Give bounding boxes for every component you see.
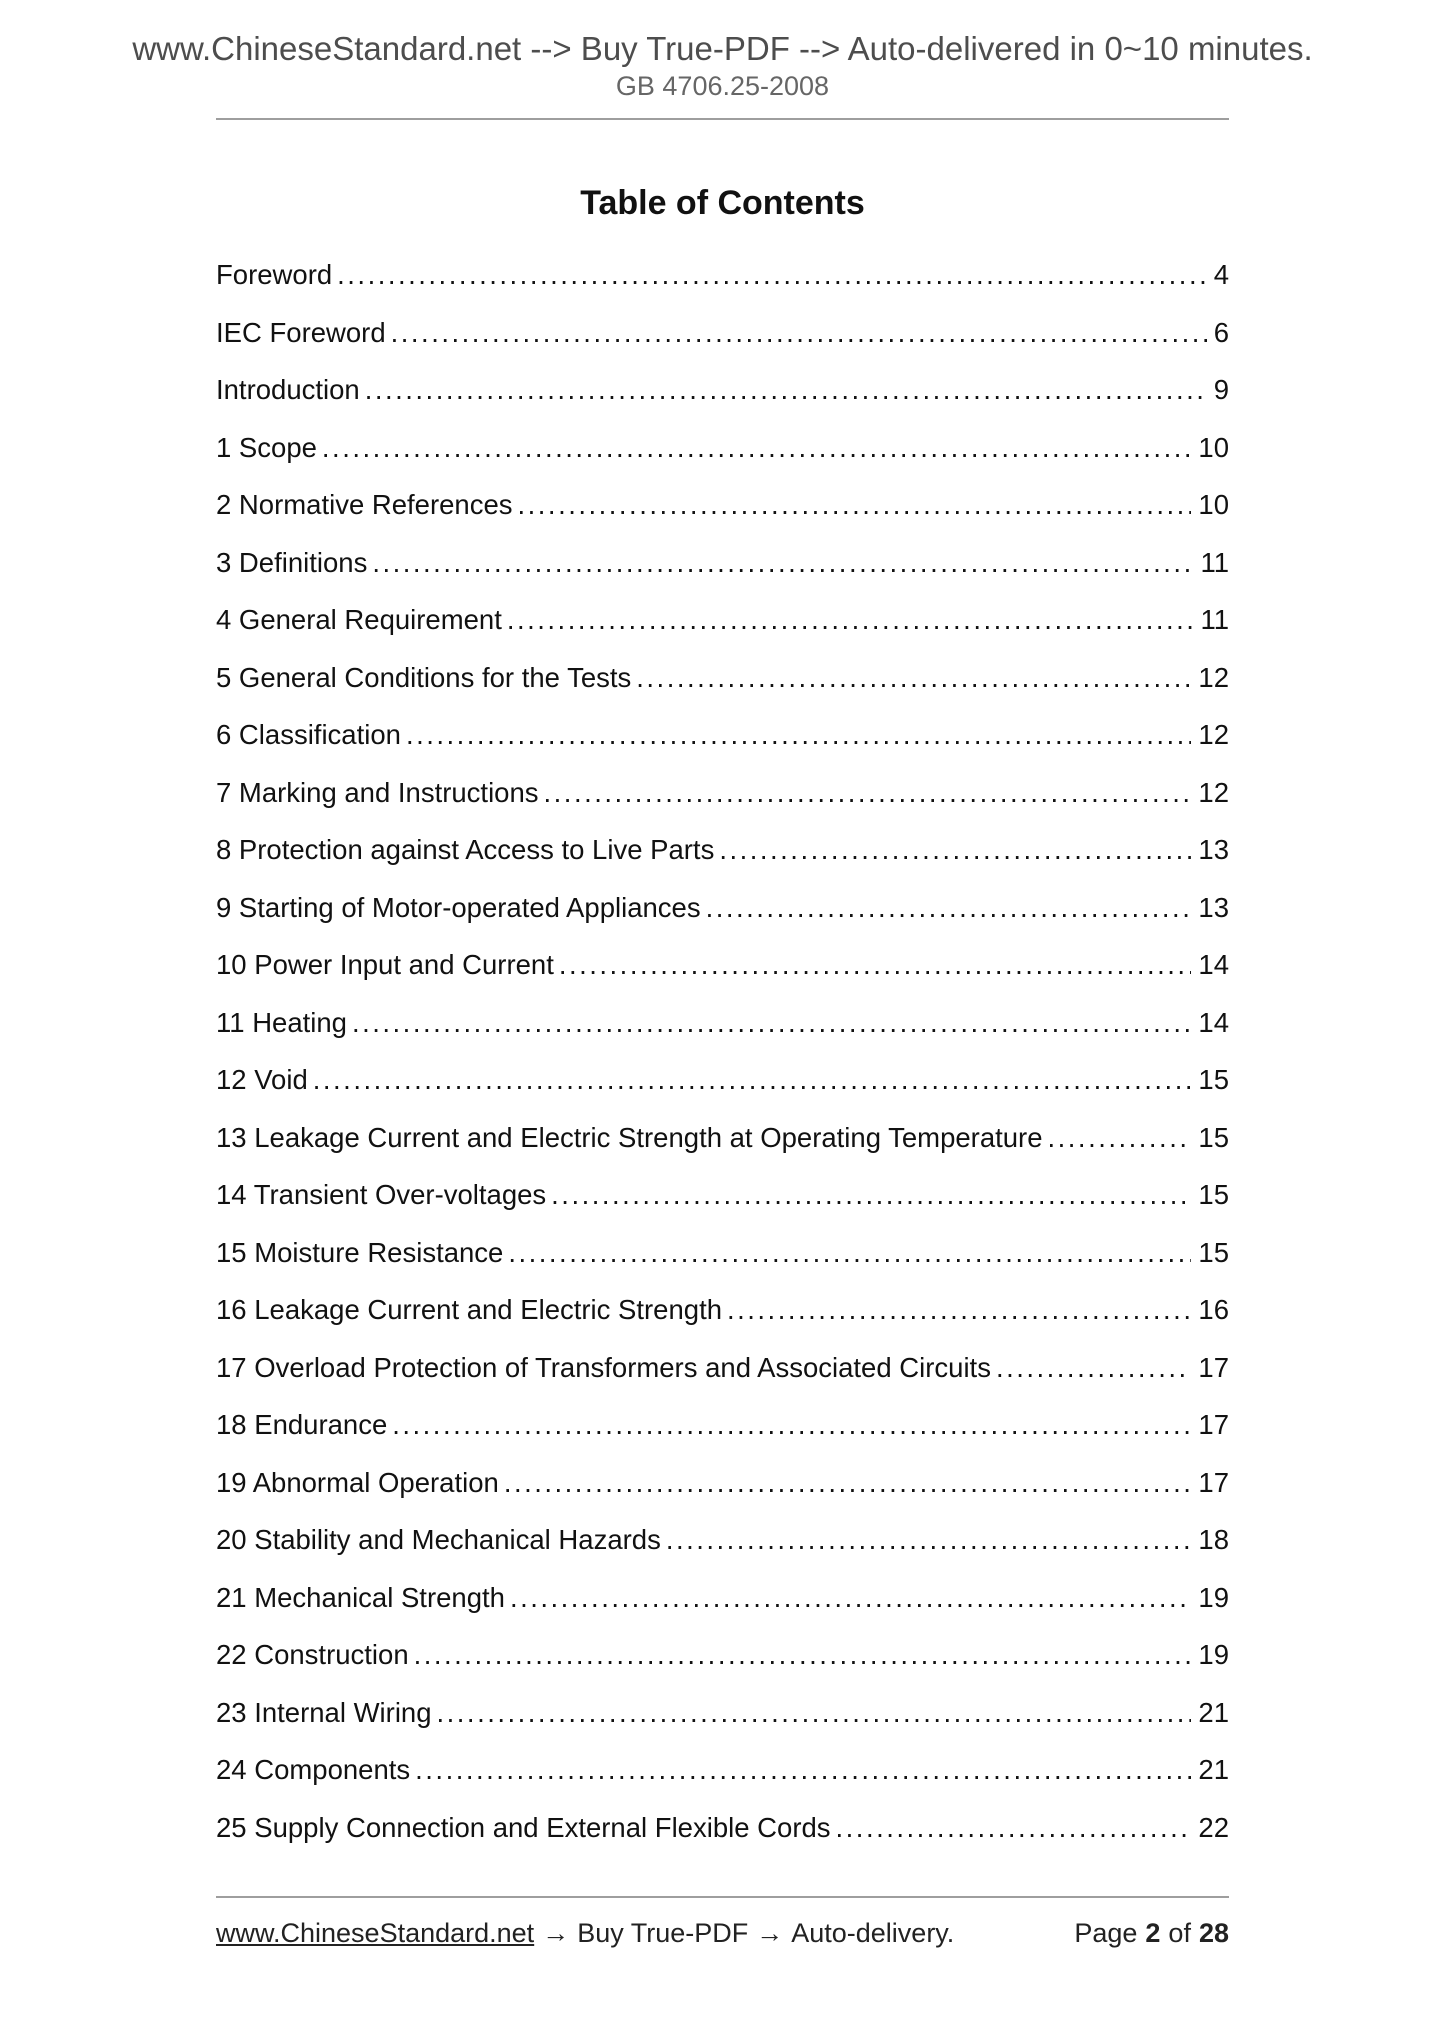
toc-entry: [216, 879, 1229, 937]
footer: [216, 1918, 1229, 1949]
toc-dot-leader: [415, 1741, 1191, 1799]
toc-entry-label: 4 General Requirement: [216, 604, 502, 635]
toc-entry-label: 5 General Conditions for the Tests: [216, 661, 632, 693]
toc-dot-leader: [836, 1799, 1192, 1857]
page-label: Page: [1074, 1918, 1138, 1948]
toc-entry: [216, 1454, 1229, 1512]
toc-entry-page: 14: [1198, 949, 1229, 980]
toc-entry: [216, 1684, 1229, 1742]
toc-dot-leader: [544, 764, 1192, 822]
toc-entry: [216, 1109, 1229, 1167]
toc-entry-label: Introduction: [216, 374, 360, 405]
toc-entry-page: 17: [1198, 1409, 1229, 1440]
toc-entry: [216, 936, 1229, 994]
toc-entry-page: 22: [1198, 1811, 1229, 1843]
toc-entry-page: 21: [1198, 1754, 1229, 1785]
toc-entry-label: 12 Void: [216, 1064, 308, 1095]
toc-entry-page: 17: [1198, 1466, 1229, 1498]
doc-number: [0, 71, 1445, 102]
page-title: Table of Contents: [580, 184, 865, 222]
page-current: 2: [1145, 1918, 1161, 1948]
toc-dot-leader: [706, 879, 1192, 937]
toc-dot-leader: [559, 936, 1192, 994]
toc-dot-leader: [1048, 1109, 1192, 1167]
toc-entry: [216, 994, 1229, 1052]
toc-entry-page: 17: [1198, 1351, 1229, 1383]
toc-entry-label: 11 Heating: [216, 1006, 347, 1038]
toc-entry-page: 4: [1213, 259, 1229, 290]
toc-dot-leader: [996, 1339, 1191, 1397]
toc-entry-page: 9: [1213, 374, 1229, 405]
header-divider: [216, 118, 1229, 120]
toc-entry-label: Foreword: [216, 259, 333, 290]
footer-delivery-text: Auto-delivery.: [791, 1918, 955, 1948]
toc-entry: [216, 1051, 1229, 1109]
header-promo-text: www.ChineseStandard.net --> Buy True-PDF --> Auto-delivered in 0~10 minutes.: [132, 30, 1313, 67]
toc-dot-leader: [391, 304, 1207, 362]
toc-dot-leader: [313, 1051, 1192, 1109]
toc-entry-page: 16: [1198, 1294, 1229, 1325]
toc-entry-label: 25 Supply Connection and External Flexible Cords: [216, 1811, 831, 1843]
toc-entry-label: 18 Endurance: [216, 1409, 388, 1440]
toc-entry: [216, 476, 1229, 534]
toc-entry-page: 11: [1200, 604, 1229, 635]
toc-entry-label: 19 Abnormal Operation: [216, 1466, 499, 1498]
toc-entry: [216, 1396, 1229, 1454]
toc-dot-leader: [414, 1626, 1192, 1684]
toc-entry-page: 18: [1198, 1524, 1229, 1555]
toc-entry-label: 2 Normative References: [216, 489, 513, 520]
toc-dot-leader: [406, 706, 1191, 764]
toc-dot-leader: [510, 1569, 1191, 1627]
footer-divider: [216, 1896, 1229, 1898]
toc-entry-page: 13: [1198, 834, 1229, 865]
toc-entry: [216, 304, 1229, 362]
toc-dot-leader: [504, 1454, 1192, 1512]
toc-entry-page: 12: [1198, 776, 1229, 808]
toc-entry: [216, 1511, 1229, 1569]
toc-dot-leader: [666, 1511, 1192, 1569]
toc-entry: [216, 821, 1229, 879]
page-indicator: [1074, 1918, 1229, 1949]
doc-number-text: GB 4706.25-2008: [615, 71, 830, 101]
page-total: 28: [1198, 1918, 1229, 1948]
toc-entry-label: 13 Leakage Current and Electric Strength at Operating Temperature: [216, 1121, 1043, 1153]
toc-dot-leader: [636, 649, 1191, 707]
toc-entry-page: 13: [1198, 891, 1229, 923]
toc-dot-leader: [518, 476, 1192, 534]
toc-dot-leader: [337, 246, 1207, 304]
toc-dot-leader: [551, 1166, 1191, 1224]
toc-dot-leader: [507, 591, 1194, 649]
toc-entry-page: 19: [1198, 1639, 1229, 1670]
toc-entry: [216, 1799, 1229, 1857]
toc-entry-page: 12: [1198, 661, 1229, 693]
toc-entry: [216, 1281, 1229, 1339]
toc-entry: [216, 1166, 1229, 1224]
toc-entry-label: 8 Protection against Access to Live Parts: [216, 834, 715, 865]
toc-entry: [216, 706, 1229, 764]
toc-dot-leader: [392, 1396, 1191, 1454]
toc-entry: [216, 649, 1229, 707]
toc-entry-label: 6 Classification: [216, 719, 401, 750]
toc-entry-label: 1 Scope: [216, 431, 317, 463]
toc-entry-label: 20 Stability and Mechanical Hazards: [216, 1524, 661, 1555]
footer-site-link[interactable]: www.ChineseStandard.net: [216, 1918, 535, 1948]
table-of-contents: [216, 246, 1229, 1856]
toc-entry-page: 15: [1198, 1236, 1229, 1268]
toc-entry-label: 3 Definitions: [216, 546, 368, 578]
toc-entry-page: 15: [1198, 1179, 1229, 1210]
toc-entry-label: 7 Marking and Instructions: [216, 776, 539, 808]
toc-entry: [216, 1741, 1229, 1799]
toc-dot-leader: [365, 361, 1207, 419]
toc-entry: [216, 1626, 1229, 1684]
toc-entry-page: 10: [1198, 489, 1229, 520]
toc-dot-leader: [727, 1281, 1191, 1339]
toc-entry-page: 15: [1198, 1121, 1229, 1153]
toc-dot-leader: [719, 821, 1191, 879]
toc-entry-page: 6: [1213, 316, 1229, 348]
toc-entry-page: 14: [1198, 1006, 1229, 1038]
footer-buy-text: Buy True-PDF: [577, 1918, 749, 1948]
toc-entry-label: IEC Foreword: [216, 316, 386, 348]
toc-entry: [216, 361, 1229, 419]
toc-entry-label: 17 Overload Protection of Transformers and Associated Circuits: [216, 1351, 991, 1383]
toc-entry-label: 21 Mechanical Strength: [216, 1581, 505, 1613]
toc-entry-label: 14 Transient Over-voltages: [216, 1179, 547, 1210]
of-label: of: [1168, 1918, 1191, 1948]
toc-entry-page: 21: [1198, 1696, 1229, 1728]
toc-entry-label: 22 Construction: [216, 1639, 409, 1670]
toc-entry-page: 15: [1198, 1064, 1229, 1095]
toc-entry-label: 24 Components: [216, 1754, 411, 1785]
arrow-icon: →: [756, 1918, 784, 1948]
toc-entry: [216, 1339, 1229, 1397]
toc-dot-leader: [322, 419, 1191, 477]
toc-entry: [216, 246, 1229, 304]
toc-entry: [216, 419, 1229, 477]
toc-entry: [216, 591, 1229, 649]
toc-entry-label: 15 Moisture Resistance: [216, 1236, 504, 1268]
toc-dot-leader: [508, 1224, 1191, 1282]
toc-entry-page: 12: [1198, 719, 1229, 750]
toc-entry-label: 10 Power Input and Current: [216, 949, 554, 980]
toc-entry-page: 11: [1200, 546, 1229, 578]
toc-entry: [216, 1224, 1229, 1282]
toc-entry-page: 19: [1198, 1581, 1229, 1613]
toc-dot-leader: [352, 994, 1191, 1052]
toc-entry: [216, 1569, 1229, 1627]
toc-dot-leader: [372, 534, 1193, 592]
arrow-icon: →: [542, 1918, 570, 1948]
footer-promo: [216, 1918, 954, 1949]
toc-entry-label: 9 Starting of Motor-operated Appliances: [216, 891, 701, 923]
toc-entry-label: 16 Leakage Current and Electric Strength: [216, 1294, 722, 1325]
toc-entry: [216, 534, 1229, 592]
toc-entry-page: 10: [1198, 431, 1229, 463]
toc-dot-leader: [437, 1684, 1192, 1742]
toc-entry: [216, 764, 1229, 822]
header-promo-line: [0, 30, 1445, 68]
toc-entry-label: 23 Internal Wiring: [216, 1696, 432, 1728]
